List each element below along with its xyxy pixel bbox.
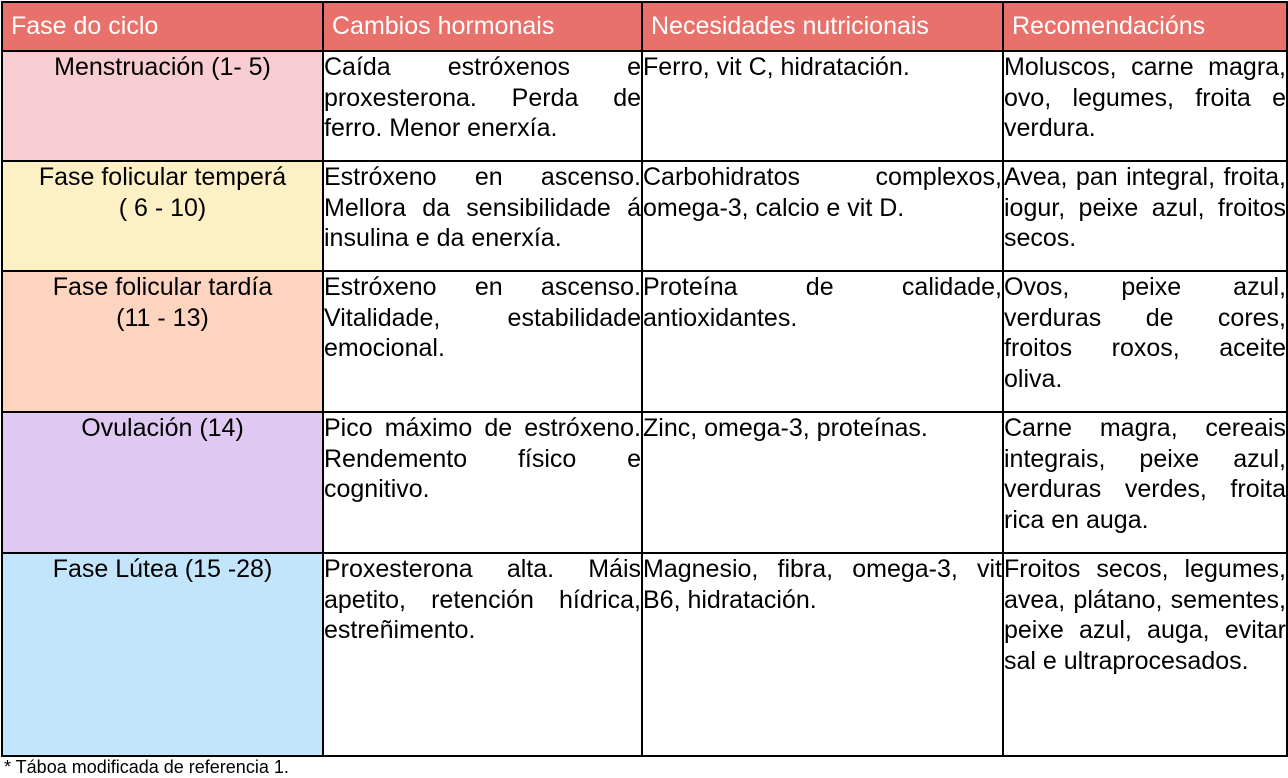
nutrition-cell: Zinc, omega-3, proteínas. bbox=[642, 412, 1003, 553]
table-row bbox=[2, 161, 1287, 271]
phase-name: Ovulación (14) bbox=[81, 414, 244, 442]
phase-name: Menstruación (1- 5) bbox=[54, 53, 271, 81]
phase-cell bbox=[2, 553, 323, 756]
recommendations-cell: Froitos secos, legumes, avea, plátano, sementes, peixe azul, auga, evitar sal e ultraprocesados. bbox=[1003, 553, 1287, 756]
table-header-row bbox=[2, 2, 1287, 51]
recommendations-cell: Avea, pan integral, froita, iogur, peixe azul, froitos secos. bbox=[1003, 161, 1287, 271]
header-cycle-phase: Fase do ciclo bbox=[2, 2, 323, 51]
recommendations-cell: Carne magra, cereais integrais, peixe azul, verduras verdes, froita rica en auga. bbox=[1003, 412, 1287, 553]
hormonal-cell: Pico máximo de estróxeno. Rendemento físico e cognitivo. bbox=[323, 412, 642, 553]
table-row bbox=[2, 553, 1287, 756]
phase-cell bbox=[2, 161, 323, 271]
phase-cell bbox=[2, 51, 323, 161]
table-row bbox=[2, 271, 1287, 412]
phase-name: Fase folicular temperá bbox=[38, 163, 287, 191]
nutrition-cell: Magnesio, fibra, omega-3, vit B6, hidratación. bbox=[642, 553, 1003, 756]
header-recommendations: Recomendacións bbox=[1003, 2, 1287, 51]
phase-cell bbox=[2, 412, 323, 553]
table-footnote: * Táboa modificada de referencia 1. bbox=[4, 757, 289, 777]
header-hormonal-changes: Cambios hormonais bbox=[323, 2, 642, 51]
table-row bbox=[2, 412, 1287, 553]
hormonal-cell: Proxesterona alta. Máis apetito, retención hídrica, estreñimento. bbox=[323, 553, 642, 756]
hormonal-cell: Caída estróxenos e proxesterona. Perda de ferro. Menor enerxía. bbox=[323, 51, 642, 161]
nutrition-cell: Proteína de calidade, antioxidantes. bbox=[642, 271, 1003, 412]
table-row bbox=[2, 51, 1287, 161]
nutrition-cell: Ferro, vit C, hidratación. bbox=[642, 51, 1003, 161]
recommendations-cell: Moluscos, carne magra, ovo, legumes, froita e verdura. bbox=[1003, 51, 1287, 161]
recommendations-cell: Ovos, peixe azul, verduras de cores, froitos roxos, aceite oliva. bbox=[1003, 271, 1287, 412]
phase-cell bbox=[2, 271, 323, 412]
nutrition-cycle-table bbox=[1, 1, 1288, 757]
hormonal-cell: Estróxeno en ascenso. Vitalidade, estabilidade emocional. bbox=[323, 271, 642, 412]
hormonal-cell: Estróxeno en ascenso. Mellora da sensibilidade á insulina e da enerxía. bbox=[323, 161, 642, 271]
nutrition-cell: Carbohidratos complexos, omega-3, calcio e vit D. bbox=[642, 161, 1003, 271]
phase-name: Fase Lútea (15 -28) bbox=[52, 555, 273, 583]
phase-range: ( 6 - 10) bbox=[118, 193, 207, 222]
phase-range: (11 - 13) bbox=[116, 303, 209, 332]
phase-name: Fase folicular tardía bbox=[52, 273, 273, 301]
header-nutritional-needs: Necesidades nutricionais bbox=[642, 2, 1003, 51]
